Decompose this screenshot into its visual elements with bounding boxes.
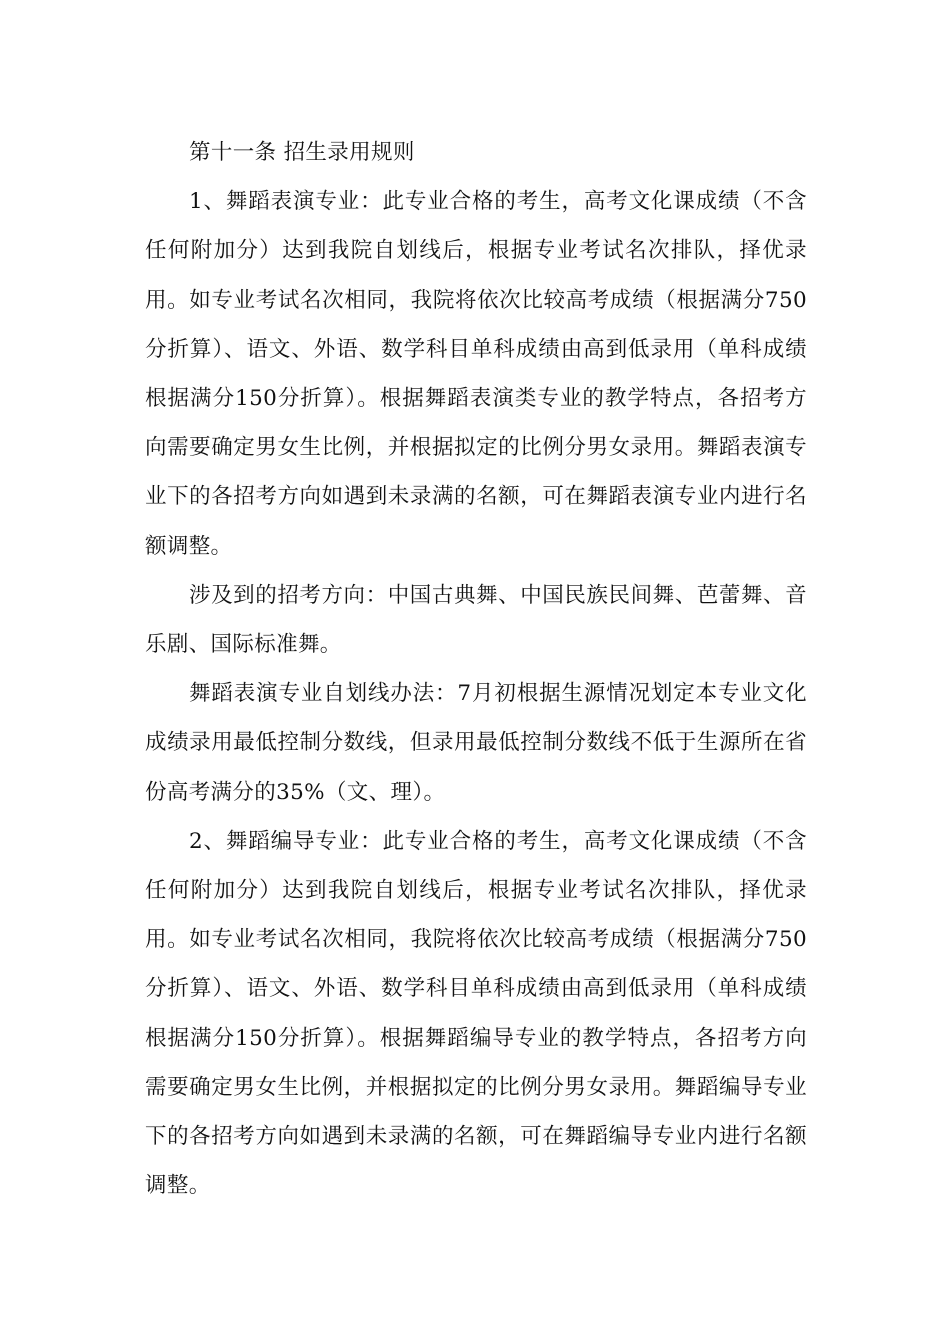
paragraph-dance-performance-rules: 1、舞蹈表演专业：此专业合格的考生，高考文化课成绩（不含任何附加分）达到我院自划线后，根据专业考试名次排队，择优录用。如专业考试名次相同，我院将依次比较高考成绩（根据满分750分折算）、语文、外语、数学科目单科成绩由高到低录用（单科成绩根据满分150分折算）。根据舞蹈表演类专业的教学特点，各招考方向需要确定男女生比例，并根据拟定的比例分男女录用。舞蹈表演专业下的各招考方向如遇到未录满的名额，可在舞蹈表演专业内进行名额调整。 (145, 189, 807, 559)
document-body (145, 128, 807, 1210)
article-heading: 第十一条 招生录用规则 (189, 140, 415, 165)
paragraph-choreography-rules: 2、舞蹈编导专业：此专业合格的考生，高考文化课成绩（不含任何附加分）达到我院自划线后，根据专业考试名次排队，择优录用。如专业考试名次相同，我院将依次比较高考成绩（根据满分750分折算）、语文、外语、数学科目单科成绩由高到低录用（单科成绩根据满分150分折算）。根据舞蹈编导专业的教学特点，各招考方向需要确定男女生比例，并根据拟定的比例分男女录用。舞蹈编导专业下的各招考方向如遇到未录满的名额，可在舞蹈编导专业内进行名额调整。 (145, 828, 807, 1199)
paragraph-performance-cutoff-method: 舞蹈表演专业自划线办法：7月初根据生源情况划定本专业文化成绩录用最低控制分数线，但录用最低控制分数线不低于生源所在省份高考满分的35%（文、理）。 (145, 681, 807, 805)
paragraph-performance-directions: 涉及到的招考方向：中国古典舞、中国民族民间舞、芭蕾舞、音乐剧、国际标准舞。 (145, 582, 807, 658)
